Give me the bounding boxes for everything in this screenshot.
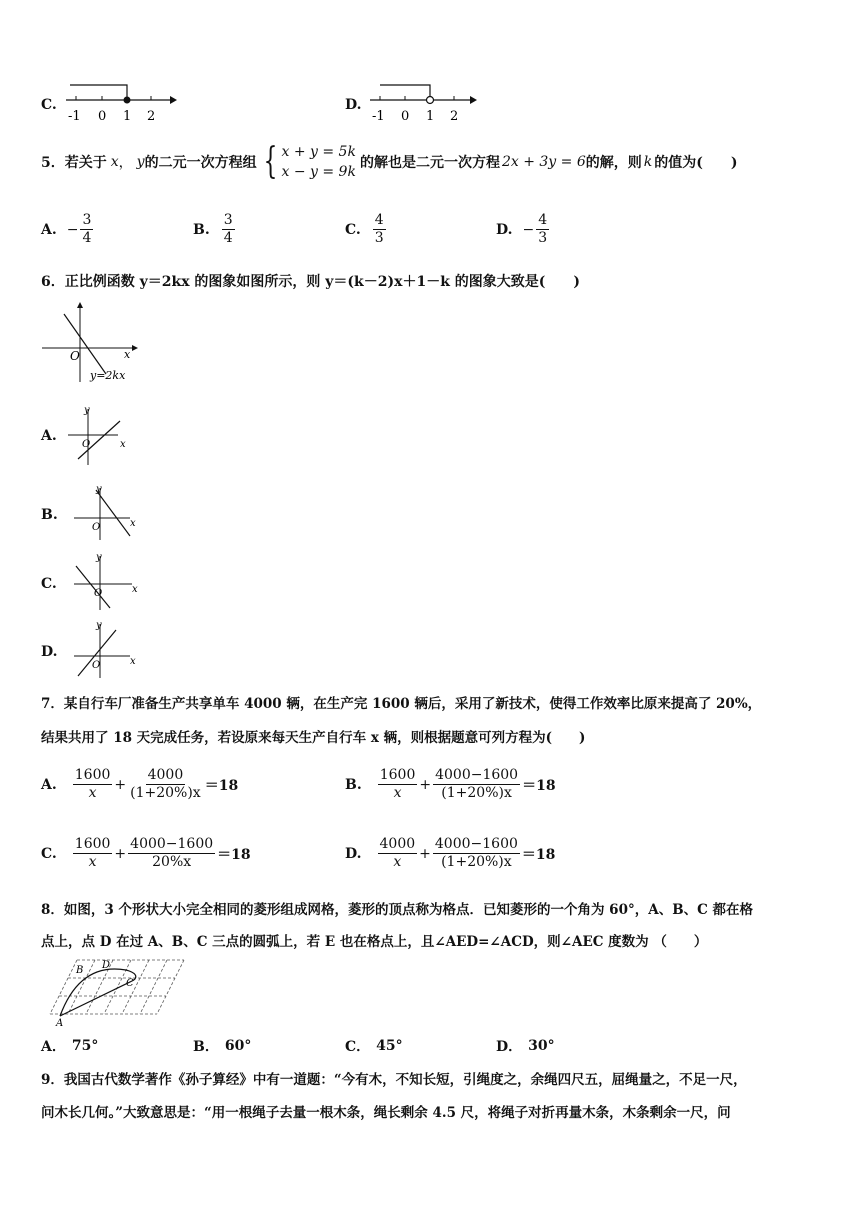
q9-stem-line1: 9．我国古代数学著作《孙子算经》中有一道题：“今有木，不知长短，引绳度之，余绳四尺五，屈绳量之，不足一尺， (41, 1072, 747, 1088)
plus-sign: + (419, 776, 432, 793)
option-label: D． (496, 1039, 523, 1055)
tick-label: 0 (98, 109, 107, 124)
q6-option-a-label[interactable]: A. (41, 428, 57, 444)
axis-x-label: x (120, 439, 126, 450)
q5-comma: ， (118, 155, 133, 171)
numerator: 4 (538, 212, 548, 228)
origin-label: O (92, 522, 101, 533)
option-label: A． (41, 1039, 66, 1055)
q5-var-y: y (136, 154, 145, 170)
q4-option-c-label: C. (41, 97, 57, 113)
axis-x-label: x (130, 656, 136, 667)
axis-y-label: y (96, 484, 102, 495)
q8-stem-line2: 点上，点 D 在过 A、B、C 三点的圆弧上，若 E 也在格点上，且∠AED=∠ACD，则∠AEC 度数为 （ ） (41, 934, 708, 950)
q7-option-d[interactable] (345, 836, 555, 871)
denominator: x (88, 785, 97, 801)
option-label: B． (193, 1039, 219, 1055)
origin-label: O (70, 349, 80, 363)
option-value: 30° (528, 1038, 555, 1054)
tick-label: 2 (147, 109, 156, 124)
q6-option-c-label[interactable]: C. (41, 576, 57, 592)
tick-label: 1 (123, 109, 132, 124)
q6-option-b-graph (70, 484, 140, 544)
denominator: 3 (374, 230, 384, 246)
option-label: B. (345, 776, 362, 793)
q5-var-x: x (110, 154, 119, 170)
numerator: 4000 (147, 767, 184, 783)
q6-option-a-graph (66, 405, 136, 469)
option-sign: − (66, 221, 79, 238)
q6-option-d-graph (70, 620, 140, 680)
q5-suffix: 的值为( ) (654, 155, 738, 171)
denominator: 4 (223, 230, 233, 246)
tick-label: -1 (372, 109, 385, 124)
q8-option-c[interactable] (345, 1036, 403, 1056)
tick-label: 2 (450, 109, 459, 124)
q8-option-b[interactable] (193, 1036, 251, 1056)
tick-label: 1 (426, 109, 435, 124)
q5-option-b[interactable] (193, 212, 237, 247)
q4-option-d-number-line (366, 82, 482, 128)
numerator: 1600 (379, 767, 416, 783)
brace-icon: { (263, 141, 277, 182)
option-label: C. (41, 845, 57, 862)
q5-mid3: 的解，则 (585, 155, 642, 171)
q9-stem-line2: 问木长几何。”大致意思是：“用一根绳子去量一根木条，绳长剩余 4.5 尺，将绳子对折再量木条，木条剩余一尺，问 (41, 1105, 731, 1121)
denominator: (1+20%)x (441, 785, 512, 801)
q5-eq1: x + y = 5k (281, 144, 356, 160)
q5-stem (41, 140, 737, 184)
plus-sign: + (114, 776, 127, 793)
option-sign: − (522, 221, 535, 238)
option-value: 60° (224, 1038, 252, 1054)
q5-option-d[interactable] (496, 212, 551, 247)
tick-label: -1 (68, 109, 81, 124)
equation-rhs: ＝18 (522, 777, 556, 794)
q5-var-k: k (643, 154, 653, 170)
option-label: D. (345, 845, 362, 862)
q5-eq2: x − y = 9k (281, 164, 356, 180)
numerator: 4000−1600 (435, 767, 519, 783)
option-label: A. (41, 221, 57, 238)
numerator: 4000−1600 (130, 836, 214, 852)
denominator: x (393, 854, 402, 870)
q6-option-c-graph (70, 552, 140, 612)
q7-option-c[interactable] (41, 836, 251, 871)
option-label: C． (345, 1039, 371, 1055)
axis-x-label: x (132, 584, 138, 595)
numerator: 3 (82, 212, 92, 228)
q6-option-b-label[interactable]: B. (41, 507, 58, 523)
tick-label: 0 (401, 109, 410, 124)
q7-stem-line1: 7．某自行车厂准备生产共享单车 4000 辆，在生产完 1600 辆后，采用了新技术，使得工作效率比原来提高了 20%， (41, 696, 762, 712)
option-value: 45° (376, 1038, 403, 1054)
denominator: (1+20%)x (130, 785, 201, 801)
denominator: 4 (82, 230, 92, 246)
origin-label: O (92, 660, 101, 671)
point-d-label: D (102, 960, 111, 971)
point-c-label: C (126, 978, 134, 989)
q8-stem-line1: 8．如图，3 个形状大小完全相同的菱形组成网格，菱形的顶点称为格点．已知菱形的一个角为 60°，A、B、C 都在格 (41, 902, 754, 918)
option-value: 75° (71, 1038, 99, 1054)
q5-equation-system (259, 142, 356, 182)
q8-rhombus-grid-figure (40, 956, 188, 1028)
denominator: 20%x (152, 854, 192, 870)
q6-reference-graph (40, 302, 140, 386)
origin-label: O (82, 439, 91, 450)
option-label: C. (345, 221, 361, 238)
denominator: x (393, 785, 402, 801)
option-label: D. (496, 221, 513, 238)
q5-option-a[interactable] (41, 212, 95, 247)
point-a-label: A (56, 1018, 64, 1028)
numerator: 3 (223, 212, 233, 228)
denominator: (1+20%)x (441, 854, 512, 870)
point-b-label: B (76, 965, 84, 976)
q5-eq3: 2x + 3y = 6 (501, 154, 586, 170)
plus-sign: + (114, 845, 127, 862)
axis-x-label: x (130, 518, 136, 529)
option-label: A. (41, 776, 57, 793)
plus-sign: + (419, 845, 431, 862)
q7-option-b[interactable] (345, 767, 556, 802)
axis-x-label: x (124, 348, 131, 361)
q4-option-c-number-line (62, 82, 178, 128)
q7-stem-line2: 结果共用了 18 天完成任务，若设原来每天生产自行车 x 辆，则根据题意可列方程为( ) (41, 730, 586, 746)
q5-mid1: 的二元一次方程组 (144, 155, 257, 171)
line-label: y=2kx (90, 369, 126, 382)
q4-option-d-label: D. (345, 97, 362, 113)
axis-y-label: y (84, 405, 90, 416)
numerator: 1600 (74, 836, 111, 852)
q8-option-d[interactable] (496, 1036, 555, 1056)
numerator: 1600 (74, 767, 111, 783)
equation-rhs: ＝18 (521, 846, 556, 863)
numerator: 4000−1600 (434, 836, 518, 852)
numerator: 4000 (379, 836, 416, 852)
q8-option-a[interactable] (41, 1036, 98, 1056)
denominator: x (88, 854, 97, 870)
q5-prefix: 5．若关于 (41, 155, 107, 171)
origin-label: O (94, 588, 103, 599)
q5-mid2: 的解也是二元一次方程 (359, 155, 500, 171)
q5-option-c[interactable] (345, 212, 388, 247)
axis-y-label: y (96, 552, 102, 563)
q7-option-a[interactable] (41, 767, 238, 802)
q6-option-d-label[interactable]: D. (41, 644, 58, 660)
axis-y-label: y (96, 620, 102, 631)
equation-rhs: ＝18 (204, 777, 239, 794)
option-label: B. (193, 221, 210, 238)
q6-stem: 6．正比例函数 y＝2kx 的图象如图所示，则 y＝(k－2)x＋1－k 的图象大致是( ) (41, 274, 581, 290)
numerator: 4 (374, 212, 384, 228)
denominator: 3 (538, 230, 548, 246)
equation-rhs: ＝18 (217, 846, 251, 863)
